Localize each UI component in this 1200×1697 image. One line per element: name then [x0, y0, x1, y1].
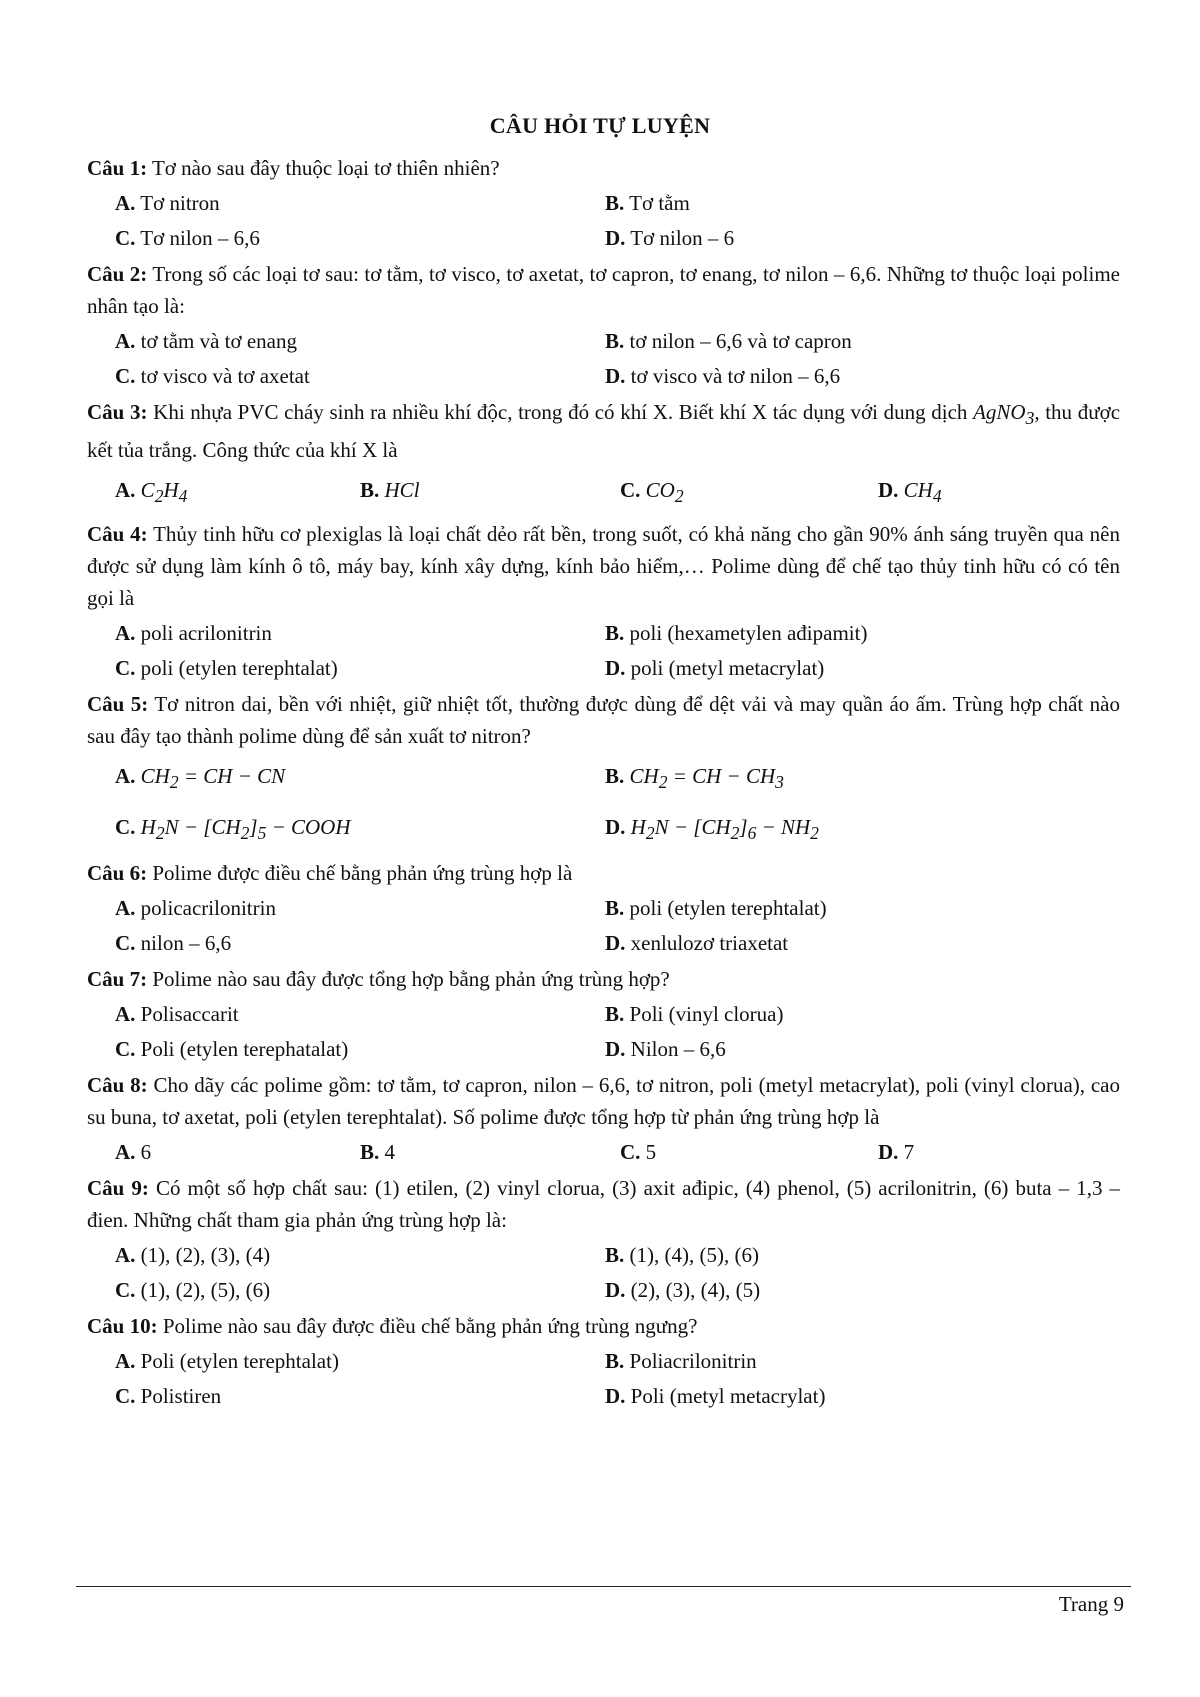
option-text: Poli (etylen terephatalat): [140, 1036, 349, 1061]
option-text: Tơ nilon – 6: [630, 226, 735, 250]
option-text: tơ nilon – 6,6 và tơ capron: [629, 329, 852, 353]
question-5: [87, 688, 1120, 752]
options-8: [115, 1135, 1120, 1170]
option-label: A.: [115, 764, 136, 789]
formula-subscript: 2: [658, 772, 668, 793]
option-text: Tơ nilon – 6,6: [140, 226, 260, 250]
question-number: Câu 10:: [87, 1313, 158, 1338]
chem-formula: HCl: [384, 478, 420, 503]
option-text: Polisaccarit: [140, 1001, 239, 1026]
option-label: C.: [115, 1383, 136, 1408]
option-d: [605, 926, 1095, 961]
option-c: [620, 470, 878, 516]
option-label: D.: [605, 656, 626, 681]
option-c: [115, 1273, 605, 1308]
question-number: Câu 3:: [87, 400, 148, 424]
option-text: 6: [140, 1139, 152, 1164]
option-label: D.: [605, 814, 626, 839]
question-number: Câu 4:: [87, 522, 148, 547]
option-label: A.: [115, 895, 136, 920]
option-text: poli (etylen terephtalat): [629, 895, 827, 920]
option-label: C.: [115, 814, 136, 839]
option-label: D.: [878, 1139, 899, 1164]
option-d: [878, 1135, 1098, 1170]
option-text: tơ visco và tơ nilon – 6,6: [630, 364, 841, 388]
option-text: Poli (vinyl clorua): [629, 1001, 784, 1026]
option-label: B.: [605, 621, 625, 646]
option-label: A.: [115, 1139, 136, 1164]
option-label: B.: [605, 1242, 625, 1267]
option-text: (1), (2), (5), (6): [140, 1277, 271, 1302]
formula-subscript: 2: [810, 822, 819, 843]
options-9: [115, 1238, 1120, 1308]
option-label: C.: [115, 1036, 136, 1061]
option-label: A.: [115, 621, 136, 646]
formula-part: ]: [249, 814, 258, 839]
question-text: Tơ nào sau đây thuộc loại tơ thiên nhiên?: [151, 156, 500, 180]
option-label: B.: [605, 764, 625, 789]
option-text: poli acrilonitrin: [140, 621, 272, 646]
option-label: D.: [605, 1036, 626, 1061]
option-label: B.: [605, 895, 625, 920]
options-1: [115, 186, 1120, 256]
option-c: [620, 1135, 878, 1170]
footer-divider: [76, 1586, 1131, 1587]
chem-formula: [645, 478, 684, 507]
option-b: [605, 891, 1095, 926]
option-c: [115, 1379, 605, 1414]
option-d: [605, 1273, 1095, 1308]
formula-part: = CH − CN: [178, 764, 286, 789]
option-text: Tơ nitron: [140, 191, 220, 215]
question-number: Câu 1:: [87, 156, 148, 180]
options-4: [115, 616, 1120, 686]
option-c: [115, 1032, 605, 1067]
option-label: C.: [115, 1277, 136, 1302]
option-text: 4: [384, 1139, 396, 1164]
option-c: [115, 805, 605, 855]
option-d: [605, 651, 1095, 686]
option-text: 5: [645, 1139, 657, 1164]
option-d: [605, 805, 1095, 855]
option-b: [605, 616, 1095, 651]
chem-formula: [140, 764, 286, 793]
option-label: B.: [605, 1001, 625, 1026]
formula-subscript: 4: [178, 486, 188, 507]
option-a: [115, 754, 605, 804]
option-text: Nilon – 6,6: [630, 1036, 726, 1061]
page-number: Trang 9: [1058, 1592, 1124, 1616]
formula-subscript: 3: [775, 772, 784, 793]
option-a: [115, 891, 605, 926]
options-2: [115, 324, 1120, 394]
chem-formula: [630, 814, 819, 843]
option-b: [605, 186, 1095, 221]
formula-subscript: 5: [257, 822, 267, 843]
formula-part: CH: [903, 478, 933, 503]
option-label: A.: [115, 191, 136, 215]
option-text: Tơ tằm: [629, 191, 690, 215]
option-text: Poli (metyl metacrylat): [630, 1383, 826, 1408]
options-10: [115, 1344, 1120, 1414]
option-label: B.: [605, 191, 625, 215]
option-text: poli (etylen terephtalat): [140, 656, 338, 681]
question-number: Câu 9:: [87, 1175, 149, 1200]
option-b: [605, 324, 1095, 359]
option-a: [115, 997, 605, 1032]
question-text-continued: , thu được kết tủa trắng. Công thức của khí X là: [87, 400, 1121, 463]
option-label: D.: [605, 930, 626, 955]
option-label: A.: [115, 1242, 136, 1267]
formula-part: ]: [739, 814, 748, 839]
option-text: Poli (etylen terephtalat): [140, 1348, 339, 1373]
option-d: [605, 359, 1095, 394]
formula-part: − NH: [756, 814, 811, 839]
options-7: [115, 997, 1120, 1067]
option-label: A.: [115, 478, 136, 503]
option-text: tơ visco và tơ axetat: [140, 364, 310, 388]
option-label: B.: [605, 329, 625, 353]
question-text: Trong số các loại tơ sau: tơ tằm, tơ visco, tơ axetat, tơ capron, tơ enang, tơ nilon – 6,6. Những tơ thuộc loại polime nhân tạo là:: [87, 262, 1120, 318]
question-8: [87, 1069, 1120, 1133]
question-7: [87, 963, 1120, 995]
option-d: [605, 1032, 1095, 1067]
option-label: D.: [605, 364, 626, 388]
option-label: C.: [620, 478, 641, 503]
question-number: Câu 6:: [87, 860, 148, 885]
option-b: [605, 997, 1095, 1032]
option-label: A.: [115, 329, 136, 353]
formula-part: CH: [140, 764, 170, 789]
formula-part: N − [CH: [654, 814, 731, 839]
option-label: D.: [605, 226, 626, 250]
option-c: [115, 221, 605, 256]
formula-subscript: 2: [674, 486, 684, 507]
question-text: Khi nhựa PVC cháy sinh ra nhiều khí độc, trong đó có khí X. Biết khí X tác dụng với dung dịch: [153, 400, 968, 424]
question-1: [87, 152, 1120, 184]
formula-subscript: 2: [645, 822, 655, 843]
option-c: [115, 926, 605, 961]
formula-subscript: 3: [1025, 408, 1035, 429]
question-text: Polime nào sau đây được tổng hợp bằng phản ứng trùng hợp?: [152, 966, 670, 991]
option-label: D.: [605, 1383, 626, 1408]
formula-part: C: [140, 478, 155, 503]
page-title: CÂU HỎI TỰ LUYỆN: [489, 113, 711, 138]
question-text: Polime được điều chế bằng phản ứng trùng hợp là: [152, 860, 573, 885]
option-label: B.: [360, 478, 380, 503]
option-label: C.: [115, 364, 136, 388]
chem-formula: [973, 400, 1035, 429]
formula-part: H: [140, 814, 156, 839]
formula-subscript: 2: [730, 822, 740, 843]
formula-subscript: 2: [154, 486, 164, 507]
formula-part: − COOH: [266, 814, 351, 839]
option-c: [115, 651, 605, 686]
option-label: A.: [115, 1348, 136, 1373]
option-text: poli (hexametylen ađipamit): [629, 621, 868, 646]
question-2: [87, 258, 1120, 322]
question-list: [87, 152, 1120, 1416]
option-d: [605, 221, 1095, 256]
chem-formula: [629, 764, 784, 793]
option-label: C.: [620, 1139, 641, 1164]
option-a: [115, 186, 605, 221]
question-text: Thủy tinh hữu cơ plexiglas là loại chất dẻo rất bền, trong suốt, có khả năng cho gần 90% ánh sáng truyền qua nên được sử dụng làm kính ô tô, máy bay, kính xây dựng, kính bảo hiểm,… Polime dùng để chế tạo thủy tinh hữu có có tên gọi là: [87, 522, 1120, 611]
formula-part: CH: [629, 764, 659, 789]
chem-formula: [140, 814, 351, 843]
formula-subscript: 2: [240, 822, 250, 843]
question-text: Polime nào sau đây được điều chế bằng phản ứng trùng ngưng?: [162, 1313, 698, 1338]
option-label: B.: [360, 1139, 380, 1164]
formula-subscript: 6: [747, 822, 757, 843]
options-6: [115, 891, 1120, 961]
option-a: [115, 616, 605, 651]
option-label: B.: [605, 1348, 625, 1373]
option-label: C.: [115, 226, 136, 250]
formula-part: H: [163, 478, 179, 503]
option-b: [360, 470, 620, 516]
option-a: [115, 1135, 360, 1170]
question-number: Câu 5:: [87, 692, 149, 717]
chem-formula: [140, 478, 188, 507]
option-d: [605, 1379, 1095, 1414]
option-text: xenlulozơ triaxetat: [630, 930, 789, 955]
option-d: [878, 470, 1098, 516]
option-text: poli (metyl metacrylat): [630, 656, 825, 681]
question-number: Câu 8:: [87, 1072, 148, 1097]
question-text: Có một số hợp chất sau: (1) etilen, (2) vinyl clorua, (3) axit ađipic, (4) phenol, (5) acrilonitrin, (6) buta – 1,3 – đien. Những chất tham gia phản ứng trùng hợp là:: [87, 1175, 1121, 1232]
option-a: [115, 1238, 605, 1273]
option-text: (1), (4), (5), (6): [629, 1242, 759, 1267]
question-number: Câu 7:: [87, 966, 148, 991]
option-label: D.: [878, 478, 899, 503]
option-text: (2), (3), (4), (5): [630, 1277, 761, 1302]
option-text: tơ tằm và tơ enang: [140, 329, 298, 353]
formula-subscript: 2: [155, 822, 165, 843]
formula-subscript: 2: [169, 772, 179, 793]
formula-subscript: 4: [932, 486, 942, 507]
option-text: Polistiren: [140, 1383, 222, 1408]
question-6: [87, 857, 1120, 889]
option-label: D.: [605, 1277, 626, 1302]
formula-part: N − [CH: [164, 814, 241, 839]
chem-formula: [903, 478, 942, 507]
question-text: Cho dãy các polime gồm: tơ tằm, tơ capron, nilon – 6,6, tơ nitron, poli (metyl metacrylat), poli (vinyl clorua), cao su buna, tơ axetat, poli (etylen terephtalat). Số polime được tổng hợp từ phản ứng trùng hợp là: [87, 1072, 1120, 1129]
formula-part: H: [630, 814, 646, 839]
option-text: (1), (2), (3), (4): [140, 1242, 271, 1267]
option-label: C.: [115, 656, 136, 681]
option-text: 7: [903, 1139, 915, 1164]
question-3: [87, 396, 1120, 466]
question-9: [87, 1172, 1120, 1236]
options-3: [115, 470, 1120, 516]
options-5: [115, 754, 1120, 854]
option-a: [115, 470, 360, 516]
option-b: [605, 1344, 1095, 1379]
question-number: Câu 2:: [87, 262, 148, 286]
option-text: Poliacrilonitrin: [629, 1348, 757, 1373]
formula-base: AgNO: [973, 400, 1026, 424]
formula-part: = CH − CH: [667, 764, 776, 789]
option-text: policacrilonitrin: [140, 895, 276, 920]
option-b: [360, 1135, 620, 1170]
option-b: [605, 1238, 1095, 1273]
option-a: [115, 1344, 605, 1379]
option-label: C.: [115, 930, 136, 955]
question-10: [87, 1310, 1120, 1342]
option-label: A.: [115, 1001, 136, 1026]
formula-part: CO: [645, 478, 675, 503]
option-b: [605, 754, 1095, 804]
option-a: [115, 324, 605, 359]
question-4: [87, 518, 1120, 614]
question-text: Tơ nitron dai, bền với nhiệt, giữ nhiệt tốt, thường được dùng để dệt vải và may quần áo ấm. Trùng hợp chất nào sau đây tạo thành polime dùng để sản xuất tơ nitron?: [87, 692, 1120, 749]
option-text: nilon – 6,6: [140, 930, 232, 955]
option-c: [115, 359, 605, 394]
